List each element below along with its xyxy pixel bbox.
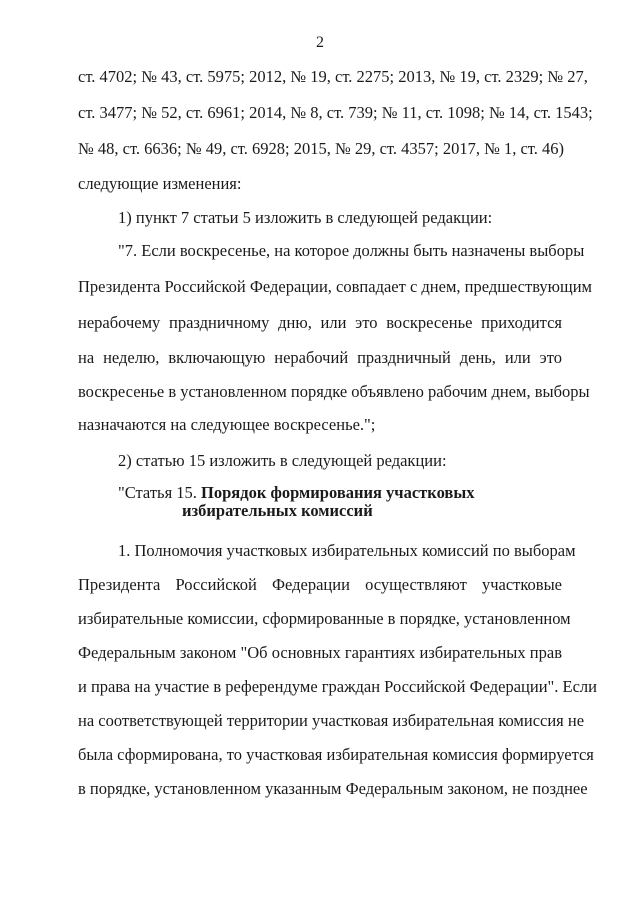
body-line: была сформирована, то участковая избирательная комиссия формируется <box>78 745 594 764</box>
body-line: Федеральным законом "Об основных гарантиях избирательных прав <box>78 643 562 662</box>
article-heading-title-cont: избирательных комиссий <box>182 501 373 520</box>
body-line: 1. Полномочия участковых избирательных комиссий по выборам <box>118 541 576 560</box>
article-heading-prefix: "Статья 15. <box>118 483 202 502</box>
body-line: избирательные комиссии, сформированные в порядке, установленном <box>78 609 571 628</box>
quote-line: назначаются на следующее воскресенье."; <box>78 415 376 434</box>
body-line: в порядке, установленном указанным Федеральным законом, не позднее <box>78 779 588 798</box>
list-item-1: 1) пункт 7 статьи 5 изложить в следующей редакции: <box>118 208 493 227</box>
body-line: Президента Российской Федерации осуществляют участковые <box>78 575 562 594</box>
quote-line: "7. Если воскресенье, на которое должны быть назначены выборы <box>118 241 585 260</box>
text-line: № 48, ст. 6636; № 49, ст. 6928; 2015, № 29, ст. 4357; 2017, № 1, ст. 46) <box>78 139 565 158</box>
quote-line: Президента Российской Федерации, совпадает с днем, предшествующим <box>78 277 592 296</box>
article-heading-title: Порядок формирования участковых <box>201 483 475 502</box>
body-line: на соответствующей территории участковая избирательная комиссия не <box>78 711 585 730</box>
list-item-2: 2) статью 15 изложить в следующей редакции: <box>118 451 447 470</box>
quote-line: воскресенье в установленном порядке объявлено рабочим днем, выборы <box>78 382 590 401</box>
text-line: следующие изменения: <box>78 174 242 193</box>
text-line: ст. 3477; № 52, ст. 6961; 2014, № 8, ст. 739; № 11, ст. 1098; № 14, ст. 1543; <box>78 103 593 122</box>
page-number: 2 <box>316 34 324 51</box>
text-line: ст. 4702; № 43, ст. 5975; 2012, № 19, ст. 2275; 2013, № 19, ст. 2329; № 27, <box>78 67 588 86</box>
quote-line: нерабочему праздничному дню, или это воскресенье приходится <box>78 313 562 332</box>
body-line: и права на участие в референдуме граждан Российской Федерации". Если <box>78 677 598 696</box>
article-heading <box>118 484 538 520</box>
quote-line: на неделю, включающую нерабочий праздничный день, или это <box>78 348 562 367</box>
